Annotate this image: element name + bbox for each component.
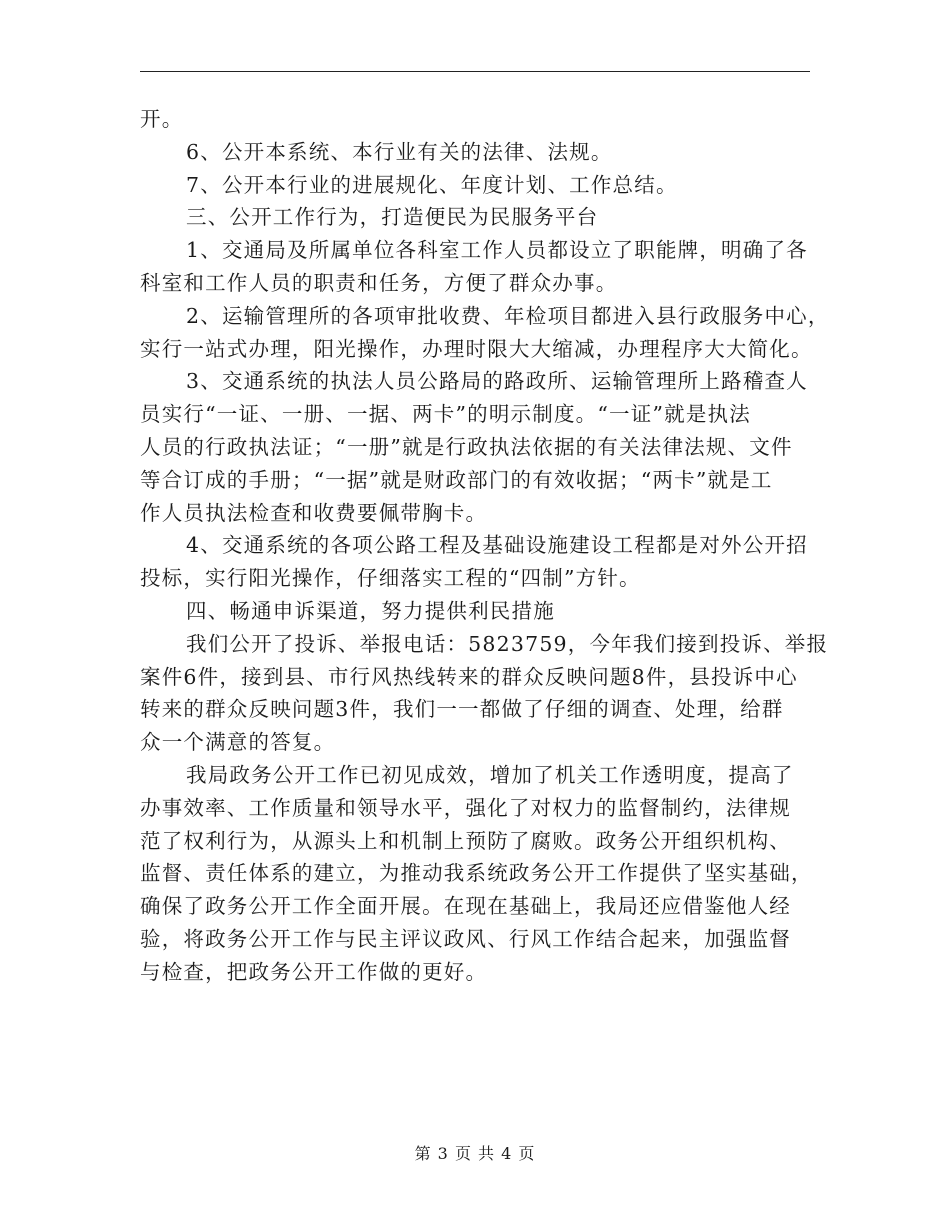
text-line: 众一个满意的答复。 <box>140 730 336 755</box>
text-line: 四、畅通申诉渠道，努力提供利民措施 <box>186 598 555 623</box>
text-line: 6、公开本系统、本行业有关的法律、法规。 <box>186 139 613 164</box>
text-line: 三、公开工作行为，打造便民为民服务平台 <box>186 205 599 230</box>
text-line: 转来的群众反映问题3件，我们一一都做了仔细的调查、处理，给群 <box>140 697 784 722</box>
text-line: 3、交通系统的执法人员公路局的路政所、运输管理所上路稽查人 <box>186 369 808 394</box>
document-body <box>140 103 830 989</box>
text-line: 投标，实行阳光操作，仔细落实工程的“四制”方针。 <box>140 566 641 591</box>
page-footer: 第 3 页 共 4 页 <box>414 1144 536 1163</box>
text-line: 等合订成的手册；“一据”就是财政部门的有效收据；“两卡”就是工 <box>140 467 773 492</box>
text-line: 员实行“一证、一册、一据、两卡”的明示制度。“一证”就是执法 <box>140 402 751 427</box>
text-line: 验，将政务公开工作与民主评议政风、行风工作结合起来，加强监督 <box>140 926 791 951</box>
text-line: 科室和工作人员的职责和任务，方便了群众办事。 <box>140 270 618 295</box>
text-line: 监督、责任体系的建立，为推动我系统政务公开工作提供了坚实基础， <box>140 861 813 886</box>
text-line: 我局政务公开工作已初见成效，增加了机关工作透明度，提高了 <box>186 762 794 787</box>
text-line: 与检查，把政务公开工作做的更好。 <box>140 959 488 984</box>
text-line: 1、交通局及所属单位各科室工作人员都设立了职能牌，明确了各 <box>186 238 808 263</box>
text-line: 实行一站式办理，阳光操作，办理时限大大缩减，办理程序大大简化。 <box>140 336 813 361</box>
header-rule <box>140 71 810 72</box>
text-line: 案件6件，接到县、市行风热线转来的群众反映问题8件，县投诉中心 <box>140 664 798 689</box>
text-line: 人员的行政执法证；“一册”就是行政执法依据的有关法律法规、文件 <box>140 434 793 459</box>
text-line: 开。 <box>140 107 184 131</box>
text-line: 我们公开了投诉、举报电话：5823759，今年我们接到投诉、举报 <box>186 631 829 656</box>
text-line: 4、交通系统的各项公路工程及基础设施建设工程都是对外公开招 <box>186 533 808 558</box>
text-line: 办事效率、工作质量和领导水平，强化了对权力的监督制约，法律规 <box>140 795 791 820</box>
text-line: 作人员执法检查和收费要佩带胸卡。 <box>140 500 488 525</box>
text-line: 确保了政务公开工作全面开展。在现在基础上，我局还应借鉴他人经 <box>140 894 791 919</box>
text-line: 2、运输管理所的各项审批收费、年检项目都进入县行政服务中心， <box>186 303 830 328</box>
text-line: 7、公开本行业的进展规化、年度计划、工作总结。 <box>186 172 678 197</box>
text-line: 范了权利行为，从源头上和机制上预防了腐败。政务公开组织机构、 <box>140 828 791 853</box>
